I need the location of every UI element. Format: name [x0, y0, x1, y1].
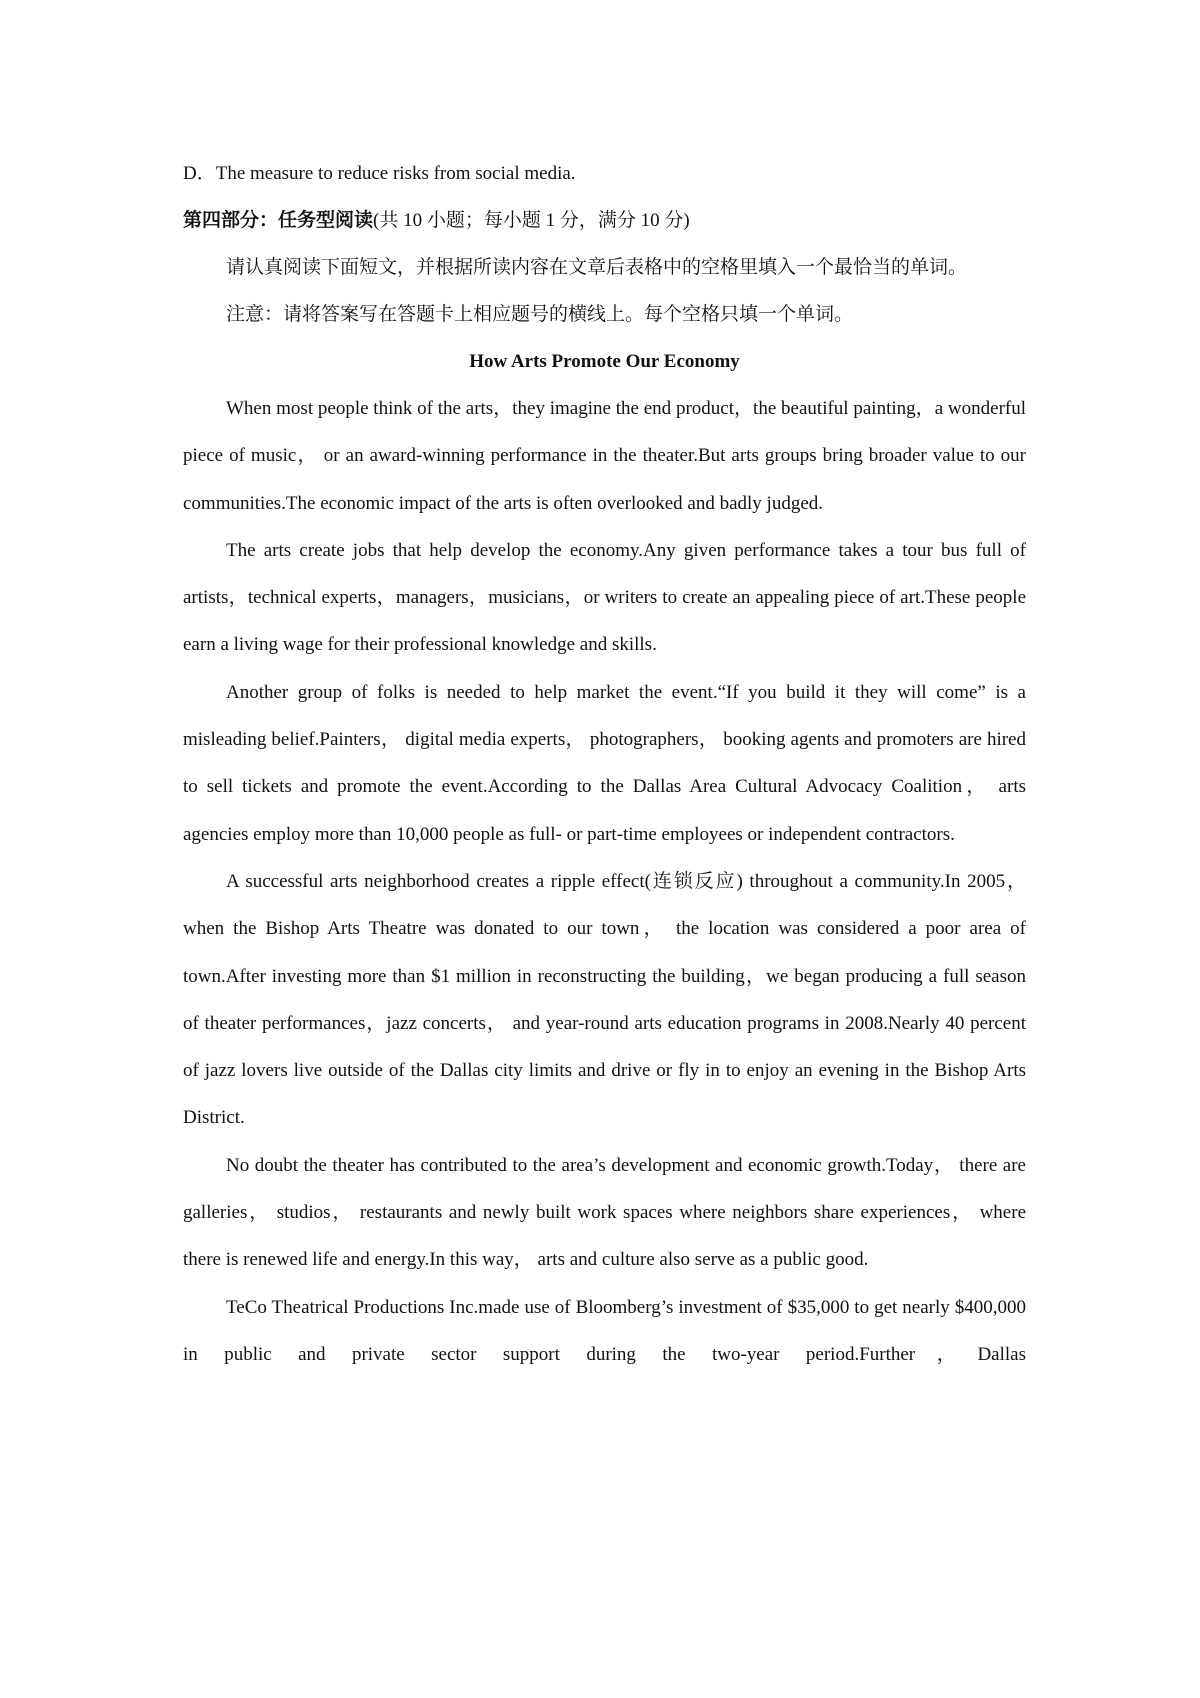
article-paragraph: TeCo Theatrical Productions Inc.made use of Bloomberg’s investment of $35,000 to get nearly $400,000 in public and private sector support during the two-year period.Further，Dallas [183, 1296, 1026, 1365]
article-paragraph: No doubt the theater has contributed to the area’s development and economic growth.Today， there are galleries， studios， restaurants and newly built work spaces where neighbors share experiences， where there is renewed life and energy.In this way， arts and culture also serve as a public good. [183, 1154, 1026, 1271]
article-paragraph: When most people think of the arts，they imagine the end product，the beautiful painting，a wonderful piece of music， or an award-winning performance in the theater.But arts groups bring broader value to our communities.The economic impact of the arts is often overlooked and badly judged. [183, 398, 1026, 514]
instruction-reading: 请认真阅读下面短文，并根据所读内容在文章后表格中的空格里填入一个最恰当的单词。 [226, 256, 968, 278]
instruction-answer-note: 注意：请将答案写在答题卡上相应题号的横线上。每个空格只填一个单词。 [226, 303, 854, 325]
section-title: 第四部分：任务型阅读 [183, 209, 374, 231]
section-heading [183, 197, 1026, 244]
article-paragraph: The arts create jobs that help develop the economy.Any given performance takes a tour bus full of artists，technical experts，managers，musicians，or writers to create an appealing piece of art.These people earn a living wage for their professional knowledge and skills. [183, 539, 1026, 656]
document-page [183, 150, 1026, 1378]
article-paragraph: A successful arts neighborhood creates a ripple effect(连锁反应) throughout a community.In 2005， when the Bishop Arts Theatre was donated to our town， the location was considered a poor area of town.After investing more than $1 million in reconstructing the building，we began producing a full season of theater performances，jazz concerts， and year-round arts education programs in 2008.Nearly 40 percent of jazz lovers live outside of the Dallas city limits and drive or fly in to enjoy an evening in the Bishop Arts District. [183, 870, 1026, 1129]
option-d: D．The measure to reduce risks from social media. [183, 163, 576, 184]
article-title: How Arts Promote Our Economy [469, 351, 740, 372]
article-paragraph: Another group of folks is needed to help market the event.“If you build it they will come” is a misleading belief.Painters， digital media experts， photographers， booking agents and promoters are hired to sell tickets and promote the event.According to the Dallas Area Cultural Advocacy Coalition， arts agencies employ more than 10,000 people as full- or part-time employees or independent contractors. [183, 681, 1026, 845]
section-score-detail: (共 10 小题；每小题 1 分，满分 10 分) [373, 210, 690, 231]
